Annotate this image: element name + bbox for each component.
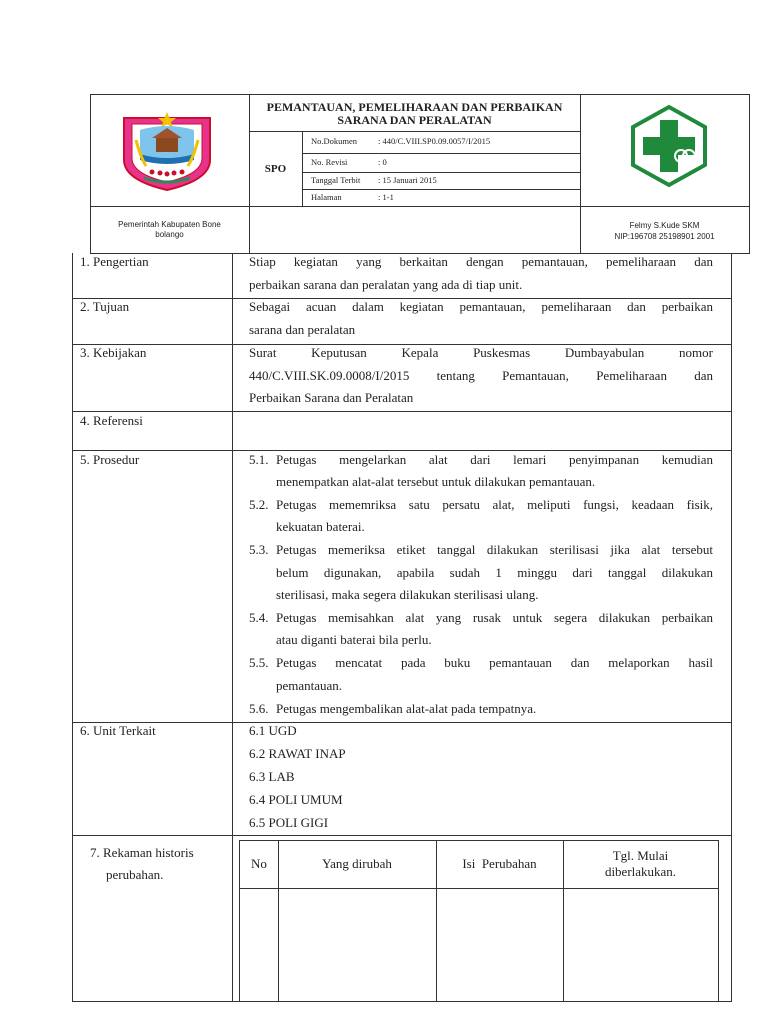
kebijakan-line1: Surat Keputusan Kepala Puskesmas Dumbayabulan nomor bbox=[249, 345, 713, 360]
unit-item: 6.5 POLI GIGI bbox=[249, 815, 329, 830]
prosedur-item-line: pemantauan. bbox=[276, 678, 343, 693]
document-title-line2: SARANA DAN PERALATAN bbox=[337, 113, 492, 127]
issue-date-value: : 15 Januari 2015 bbox=[378, 175, 437, 185]
prosedur-item-line: atau diganti baterai bila perlu. bbox=[276, 632, 432, 647]
history-col-date-line2: diberlakukan. bbox=[604, 864, 677, 879]
history-col-content: Isi Perubahan bbox=[462, 856, 537, 871]
prosedur-item-line: Petugas mengelarkan alat dari lemari penyimpanan kemudian bbox=[276, 452, 713, 467]
history-col-no: No bbox=[251, 856, 267, 871]
prosedur-item-line: Petugas memeriksa etiket tanggal dilakukan sterilisasi jika alat tersebut bbox=[276, 542, 713, 557]
revision-value: : 0 bbox=[378, 157, 387, 167]
prosedur-item-line: Petugas mememriksa satu persatu alat, meliputi fungsi, keadaan fisik, bbox=[276, 497, 713, 512]
regency-name-line1: Pemerintah Kabupaten Bone bbox=[118, 220, 221, 229]
history-col-date-line1: Tgl. Mulai bbox=[612, 848, 669, 863]
rekaman-label-line2: perubahan. bbox=[106, 867, 164, 882]
unit-item: 6.3 LAB bbox=[249, 769, 295, 784]
unit-item: 6.1 UGD bbox=[249, 723, 297, 738]
page-value: : 1-1 bbox=[378, 192, 394, 202]
unit-item: 6.2 RAWAT INAP bbox=[249, 746, 346, 761]
prosedur-item-num: 5.3. bbox=[249, 542, 269, 557]
prosedur-item-line: Petugas mengembalikan alat-alat pada tempatnya. bbox=[276, 701, 537, 716]
tujuan-line1: Sebagai acuan dalam kegiatan pemantauan, pemeliharaan dan perbaikan bbox=[249, 299, 713, 314]
rekaman-label-line1: 7. Rekaman historis bbox=[90, 845, 194, 860]
tujuan-line2: sarana dan peralatan bbox=[249, 322, 356, 337]
regency-emblem bbox=[118, 110, 216, 192]
doc-number-value: : 440/C.VIII.SP0.09.0057/I/2015 bbox=[378, 136, 491, 146]
page-label: Halaman bbox=[311, 192, 342, 202]
kebijakan-line3: Perbaikan Sarana dan Peralatan bbox=[249, 390, 414, 405]
prosedur-item-line: belum digunakan, apabila sudah 1 minggu dari tanggal dilakukan bbox=[276, 565, 713, 580]
prosedur-label: 5. Prosedur bbox=[80, 452, 140, 467]
doc-number-label: No.Dokumen bbox=[311, 136, 358, 146]
pengertian-line1: Stiap kegiatan yang berkaitan dengan pemantauan, pemeliharaan dan bbox=[249, 254, 713, 269]
kebijakan-label: 3. Kebijakan bbox=[80, 345, 147, 360]
document-title-line1: PEMANTAUAN, PEMELIHARAAN DAN PERBAIKAN bbox=[266, 100, 563, 114]
issue-date-label: Tanggal Terbit bbox=[311, 175, 361, 185]
unit-item: 6.4 POLI UMUM bbox=[249, 792, 343, 807]
referensi-label: 4. Referensi bbox=[80, 413, 143, 428]
prosedur-item-num: 5.5. bbox=[249, 655, 269, 670]
regency-name-line2: bolango bbox=[155, 230, 184, 239]
pengertian-label: 1. Pengertian bbox=[80, 254, 149, 269]
prosedur-item-num: 5.2. bbox=[249, 497, 269, 512]
kebijakan-line2: 440/C.VIII.SK.09.0008/I/2015 tentang Pemantauan, Pemeliharaan dan bbox=[249, 368, 713, 383]
prosedur-item-line: menempatkan alat-alat tersebut untuk dilakukan pemantauan. bbox=[276, 474, 596, 489]
puskesmas-logo bbox=[627, 104, 711, 188]
pengertian-line2: perbaikan sarana dan peralatan yang ada di tiap unit. bbox=[249, 277, 523, 292]
prosedur-item-num: 5.1. bbox=[249, 452, 269, 467]
signatory-name: Felmy S.Kude SKM bbox=[629, 221, 700, 230]
tujuan-label: 2. Tujuan bbox=[80, 299, 130, 314]
spo-label: SPO bbox=[264, 163, 287, 175]
signatory-nip: NIP:196708 25198901 2001 bbox=[614, 232, 715, 241]
revision-label: No. Revisi bbox=[311, 157, 348, 167]
prosedur-item-num: 5.4. bbox=[249, 610, 269, 625]
prosedur-item-line: sterilisasi, maka segera dilakukan sterilisasi ulang. bbox=[276, 587, 539, 602]
prosedur-item-num: 5.6. bbox=[249, 701, 269, 716]
prosedur-item-line: Petugas memisahkan alat yang rusak untuk segera dilakukan perbaikan bbox=[276, 610, 713, 625]
prosedur-item-line: Petugas mencatat pada buku pemantauan dan melaporkan hasil bbox=[276, 655, 713, 670]
prosedur-item-line: kekuatan baterai. bbox=[276, 519, 365, 534]
unit-terkait-label: 6. Unit Terkait bbox=[80, 723, 156, 738]
history-col-changed: Yang dirubah bbox=[322, 856, 392, 871]
